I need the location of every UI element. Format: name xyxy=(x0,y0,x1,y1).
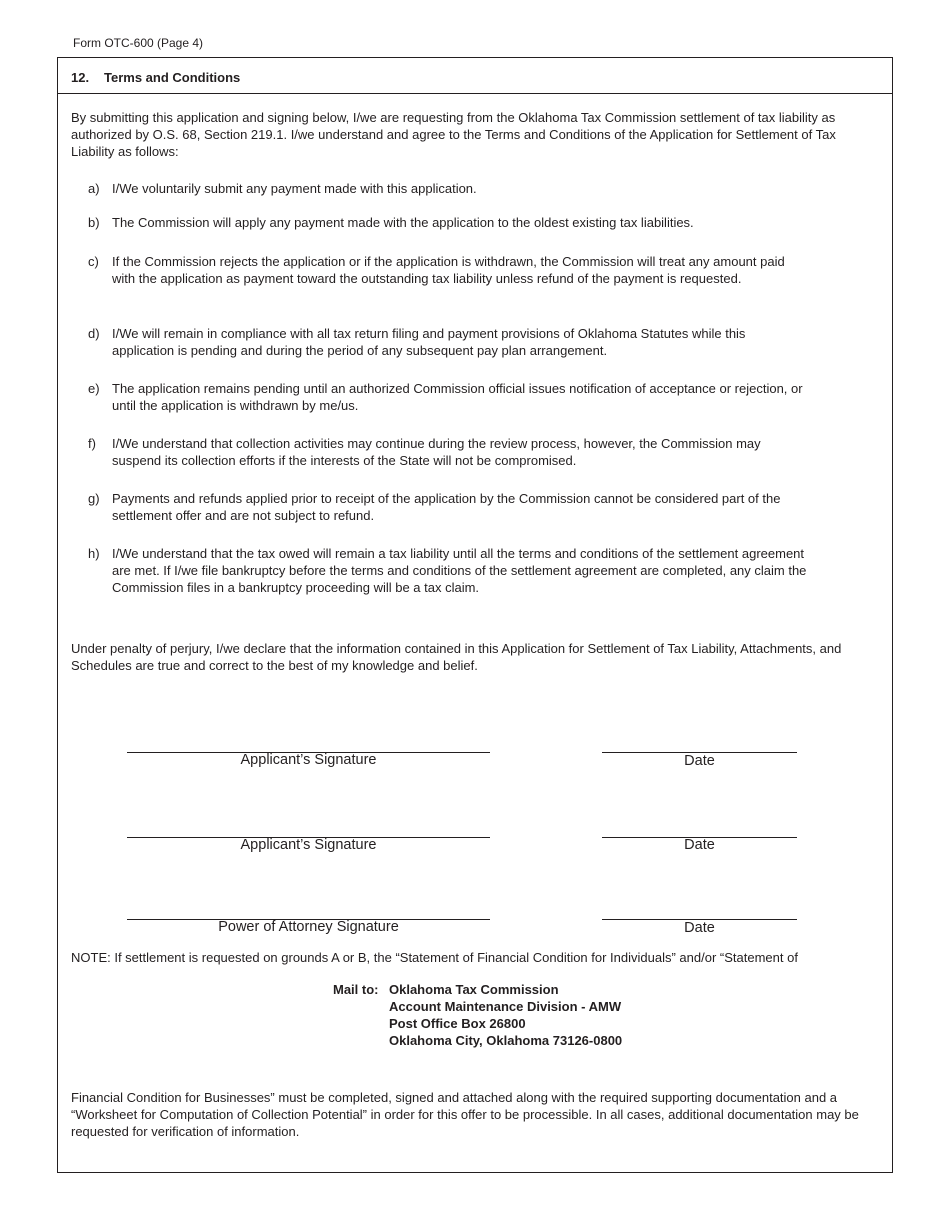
term-letter: d) xyxy=(88,326,100,341)
applicant-signature-label: Applicant’s Signature xyxy=(240,837,377,853)
term-letter: h) xyxy=(88,546,100,561)
date-label: Date xyxy=(684,753,715,769)
term-letter: g) xyxy=(88,491,100,506)
address-line: Oklahoma Tax Commission xyxy=(389,982,559,997)
term-text: If the Commission rejects the application or if the application is withdrawn, the Commission will treat any amount paid with the application as payment toward the outstanding tax liability unless refund of the payment is requested. xyxy=(112,254,785,286)
date-label: Date xyxy=(684,920,715,936)
term-text: I/We understand that collection activities may continue during the review process, however, the Commission may suspend its collection efforts if the interests of the State will not be compromised. xyxy=(112,436,761,468)
address-line: Oklahoma City, Oklahoma 73126-0800 xyxy=(389,1033,623,1048)
term-f xyxy=(88,435,808,469)
term-letter: c) xyxy=(88,254,99,269)
term-text: I/We understand that the tax owed will remain a tax liability until all the terms and conditions of the settlement agreement are met. If I/we file bankruptcy before the terms and conditions of the settlement agreement are completed, any claim the Commission files in a bankruptcy proceeding will be a tax claim. xyxy=(112,546,807,595)
term-b xyxy=(88,214,808,231)
closing-paragraph: Financial Condition for Businesses” must be completed, signed and attached along with the required supporting documentation and a “Worksheet for Computation of Collection Potential” in order for this offer to be processible. In all cases, additional documentation may be requested for verification of information. xyxy=(71,1090,859,1139)
term-letter: e) xyxy=(88,381,100,396)
intro-paragraph: By submitting this application and signing below, I/we are requesting from the Oklahoma Tax Commission settlement of tax liability as authorized by O.S. 68, Section 219.1. I/we understand and agree to the Terms and Conditions of the Application for Settlement of Tax Liability as follows: xyxy=(71,110,836,159)
term-a xyxy=(88,180,788,197)
mailing-address xyxy=(333,981,622,1049)
section-header xyxy=(58,58,892,94)
section-number: 12. xyxy=(71,70,90,85)
applicant-signature-label: Applicant’s Signature xyxy=(240,752,377,768)
term-text: I/We voluntarily submit any payment made with this application. xyxy=(112,181,477,196)
form-id: Form OTC-600 (Page 4) xyxy=(73,36,204,50)
term-e xyxy=(88,380,808,414)
date-label: Date xyxy=(684,837,715,853)
note-text: NOTE: If settlement is requested on grounds A or B, the “Statement of Financial Condition for Individuals” and/or “Statement of xyxy=(71,950,798,965)
term-letter: f) xyxy=(88,436,96,451)
mail-to-label: Mail to: xyxy=(333,982,379,997)
term-text: The Commission will apply any payment made with the application to the oldest existing tax liabilities. xyxy=(112,215,694,230)
address-line: Account Maintenance Division - AMW xyxy=(389,999,622,1014)
perjury-statement: Under penalty of perjury, I/we declare that the information contained in this Application for Settlement of Tax Liability, Attachments, and Schedules are true and correct to the best of my knowledge and belief. xyxy=(71,641,842,673)
address-line: Post Office Box 26800 xyxy=(389,1016,526,1031)
term-d xyxy=(88,325,798,359)
term-letter: b) xyxy=(88,215,100,230)
section-title: Terms and Conditions xyxy=(104,70,241,85)
term-text: Payments and refunds applied prior to receipt of the application by the Commission cannot be considered part of the settlement offer and are not subject to refund. xyxy=(112,491,781,523)
form-frame xyxy=(57,57,893,1173)
term-c xyxy=(88,253,788,287)
power-of-attorney-signature-label: Power of Attorney Signature xyxy=(218,919,399,935)
term-text: I/We will remain in compliance with all tax return filing and payment provisions of Oklahoma Statutes while this application is pending and during the period of any subsequent pay plan arrangement. xyxy=(112,326,746,358)
term-h xyxy=(88,545,818,596)
term-g xyxy=(88,490,798,524)
term-text: The application remains pending until an authorized Commission official issues notification of acceptance or rejection, or until the application is withdrawn by me/us. xyxy=(112,381,803,413)
term-letter: a) xyxy=(88,181,100,196)
